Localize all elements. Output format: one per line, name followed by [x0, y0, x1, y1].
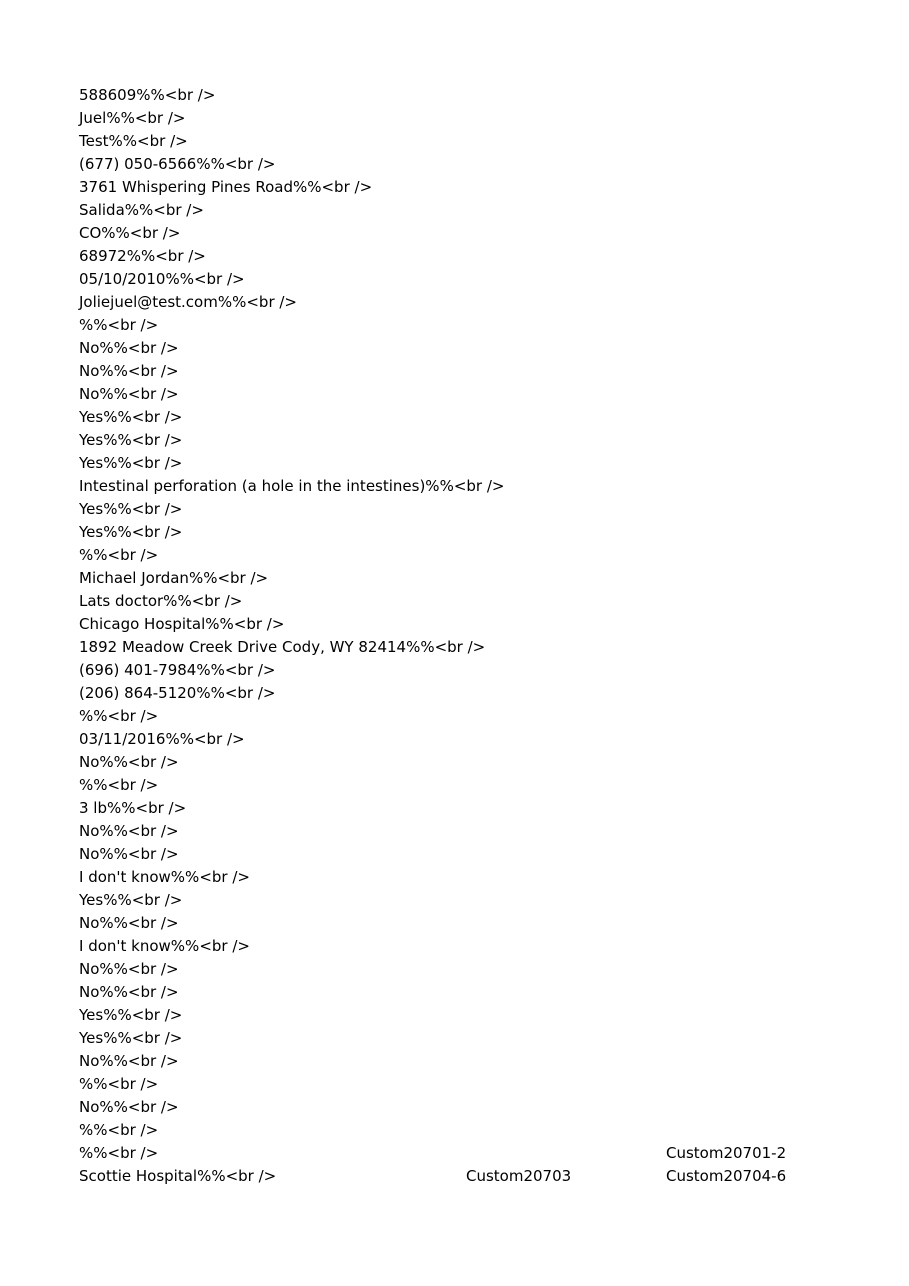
document-line [79, 130, 869, 153]
document-line-text: No%%<br /> [79, 1098, 179, 1116]
document-line [79, 613, 869, 636]
document-line-text: Yes%%<br /> [79, 454, 183, 472]
document-line-text: Yes%%<br /> [79, 1029, 183, 1047]
document-line [79, 153, 869, 176]
document-line [79, 360, 869, 383]
document-line-text: Yes%%<br /> [79, 408, 183, 426]
document-line-text: Yes%%<br /> [79, 891, 183, 909]
document-line-text: %%<br /> [79, 546, 159, 564]
document-line-text: No%%<br /> [79, 1052, 179, 1070]
document-line-text: Joliejuel@test.com%%<br /> [79, 293, 297, 311]
document-line-text: Juel%%<br /> [79, 109, 186, 127]
document-line-text: I don't know%%<br /> [79, 868, 250, 886]
document-line [79, 774, 869, 797]
document-line-text: (206) 864-5120%%<br /> [79, 684, 276, 702]
document-line [79, 567, 869, 590]
document-line [79, 544, 869, 567]
document-line-text: No%%<br /> [79, 362, 179, 380]
document-line-text: No%%<br /> [79, 822, 179, 840]
document-line-text: No%%<br /> [79, 983, 179, 1001]
document-line [79, 1142, 869, 1165]
document-line-text: (677) 050-6566%%<br /> [79, 155, 276, 173]
document-line-col-c: Custom20701-2 [666, 1144, 787, 1162]
document-line-text: 03/11/2016%%<br /> [79, 730, 245, 748]
document-line [79, 820, 869, 843]
document-line [79, 935, 869, 958]
document-line-text: %%<br /> [79, 316, 159, 334]
document-line [79, 1073, 869, 1096]
document-line [79, 1096, 869, 1119]
document-line-text: Lats doctor%%<br /> [79, 592, 243, 610]
document-line [79, 1050, 869, 1073]
document-line [79, 475, 869, 498]
document-line [79, 452, 869, 475]
document-line [79, 958, 869, 981]
document-line [79, 245, 869, 268]
document-line [79, 337, 869, 360]
document-line [79, 1004, 869, 1027]
document-line-text: Yes%%<br /> [79, 1006, 183, 1024]
document-line-text: Yes%%<br /> [79, 523, 183, 541]
document-line-text: Yes%%<br /> [79, 431, 183, 449]
document-line-text: Chicago Hospital%%<br /> [79, 615, 285, 633]
document-line [79, 406, 869, 429]
document-line [79, 981, 869, 1004]
document-line-text: 68972%%<br /> [79, 247, 206, 265]
document-line [79, 682, 869, 705]
document-line [79, 1119, 869, 1142]
document-line-text: %%<br /> [79, 707, 159, 725]
document-line [79, 199, 869, 222]
document-line-text: No%%<br /> [79, 914, 179, 932]
document-line [79, 843, 869, 866]
document-line [79, 291, 869, 314]
document-line-text: 1892 Meadow Creek Drive Cody, WY 82414%%<br /> [79, 638, 486, 656]
document-line [79, 590, 869, 613]
document-line [79, 751, 869, 774]
document-line-text: Salida%%<br /> [79, 201, 204, 219]
document-line [79, 176, 869, 199]
document-line-text: %%<br /> [79, 1144, 159, 1162]
document-line-text: No%%<br /> [79, 960, 179, 978]
document-line [79, 1027, 869, 1050]
document-line [79, 429, 869, 452]
document-line [79, 107, 869, 130]
document-line [79, 912, 869, 935]
document-line [79, 268, 869, 291]
document-line [79, 889, 869, 912]
document-line-text: No%%<br /> [79, 845, 179, 863]
document-line [79, 636, 869, 659]
document-line [79, 521, 869, 544]
document-line-text: %%<br /> [79, 1121, 159, 1139]
document-line-text: Yes%%<br /> [79, 500, 183, 518]
document-line-col-c: Custom20704-6 [666, 1167, 787, 1185]
document-line-text: %%<br /> [79, 776, 159, 794]
document-line-text: Michael Jordan%%<br /> [79, 569, 269, 587]
document-line-text: I don't know%%<br /> [79, 937, 250, 955]
document-line [79, 498, 869, 521]
document-line-text: No%%<br /> [79, 339, 179, 357]
document-line-text: 05/10/2010%%<br /> [79, 270, 245, 288]
document-line [79, 84, 869, 107]
document-text-block [79, 84, 869, 1188]
document-line-text: %%<br /> [79, 1075, 159, 1093]
document-line [79, 728, 869, 751]
document-line-text: Scottie Hospital%%<br /> [79, 1167, 277, 1185]
document-line [79, 1165, 869, 1188]
document-line [79, 705, 869, 728]
document-line-text: 3 lb%%<br /> [79, 799, 187, 817]
document-line-text: No%%<br /> [79, 753, 179, 771]
document-line [79, 314, 869, 337]
document-line [79, 659, 869, 682]
document-line-text: 588609%%<br /> [79, 86, 216, 104]
document-line [79, 797, 869, 820]
document-line-text: (696) 401-7984%%<br /> [79, 661, 276, 679]
document-line-text: Intestinal perforation (a hole in the intestines)%%<br /> [79, 477, 505, 495]
document-line-col-b: Custom20703 [466, 1167, 572, 1185]
document-line-text: 3761 Whispering Pines Road%%<br /> [79, 178, 373, 196]
document-line [79, 222, 869, 245]
document-line-text: No%%<br /> [79, 385, 179, 403]
document-line [79, 383, 869, 406]
document-line-text: Test%%<br /> [79, 132, 188, 150]
document-line-text: CO%%<br /> [79, 224, 181, 242]
document-line [79, 866, 869, 889]
